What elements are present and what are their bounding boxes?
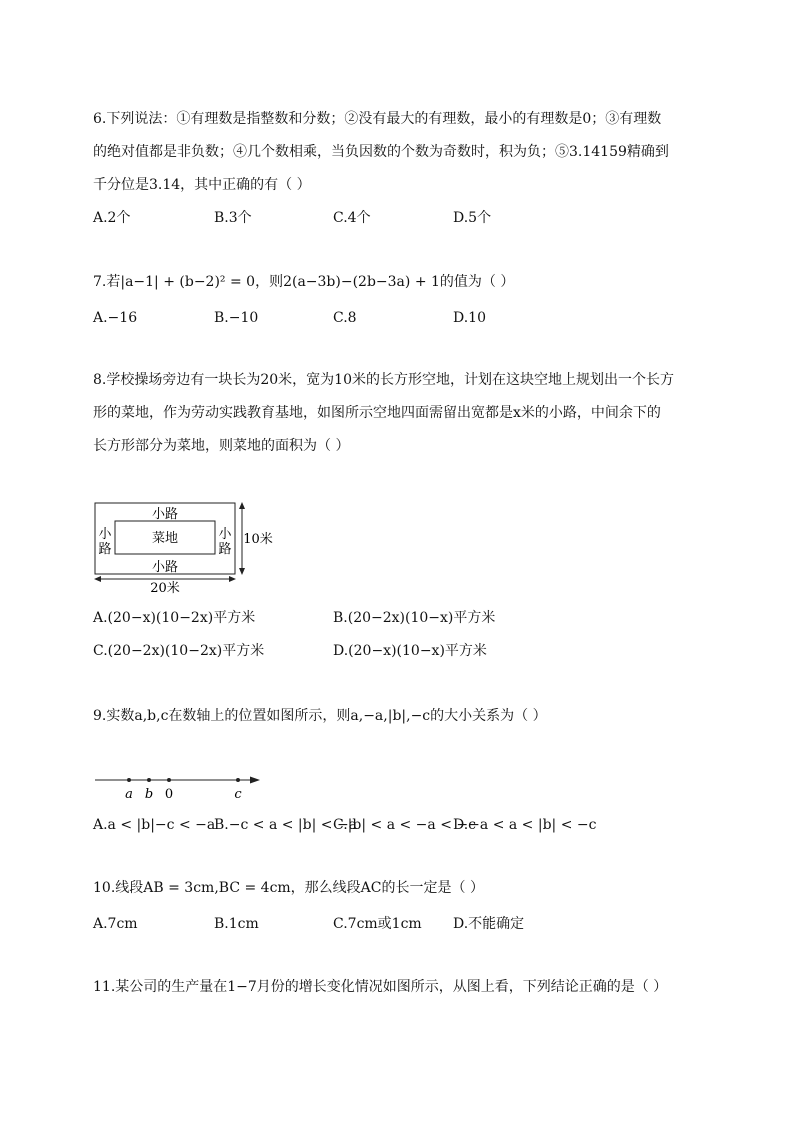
option-c[interactable]: C.(20−2x)(10−2x)平方米 <box>93 643 265 659</box>
question-6-line-3: 千分位是3.14，其中正确的有（ ） <box>93 177 311 193</box>
question-8-options-row-1 <box>93 606 713 630</box>
question-10-options <box>93 912 713 936</box>
option-b[interactable]: B.−c < a < |b| < −a <box>214 817 358 833</box>
question-6-options <box>93 206 713 230</box>
width-arrow-left <box>94 576 101 582</box>
question-11 <box>93 971 703 1004</box>
height-arrow-top <box>239 502 245 509</box>
height-arrow-bottom <box>239 568 245 575</box>
question-6 <box>93 103 703 202</box>
label-0: 0 <box>164 787 174 802</box>
option-d[interactable]: D.(20−x)(10−x)平方米 <box>333 643 487 659</box>
option-b[interactable]: B.(20−2x)(10−x)平方米 <box>333 610 496 626</box>
option-a[interactable]: A.(20−x)(10−2x)平方米 <box>93 610 256 626</box>
question-6-line-2: 的绝对值都是非负数；④几个数相乘，当负因数的个数为奇数时，积为负；⑤3.14159精确到 <box>93 144 669 160</box>
option-b[interactable]: B.1cm <box>214 916 259 932</box>
option-c[interactable]: C.|b| < a < −a < −c <box>333 817 476 833</box>
question-11-stem: 11.某公司的生产量在1−7月份的增长变化情况如图所示，从图上看，下列结论正确的是（ ） <box>93 979 668 995</box>
label-c: c <box>234 787 242 802</box>
point-b <box>147 778 151 782</box>
question-8-line-3: 长方形部分为菜地，则菜地的面积为（ ） <box>93 438 350 454</box>
number-line <box>92 770 267 806</box>
option-a[interactable]: A.−16 <box>93 310 138 326</box>
left-road-label-1: 小 <box>98 527 112 542</box>
option-a[interactable]: A.a < |b|−c < −a <box>93 817 216 833</box>
option-d[interactable]: D.不能确定 <box>453 916 525 932</box>
question-9 <box>93 700 703 733</box>
question-10-stem: 10.线段AB = 3cm,BC = 4cm，那么线段AC的长一定是（ ） <box>93 880 484 896</box>
option-c[interactable]: C.4个 <box>333 210 371 226</box>
option-a[interactable]: A.7cm <box>93 916 138 932</box>
garden-figure <box>90 498 280 598</box>
option-d[interactable]: D.10 <box>453 310 486 326</box>
point-c <box>236 778 240 782</box>
left-road-label-2: 路 <box>98 542 112 557</box>
right-road-label-2: 路 <box>218 542 232 557</box>
option-d[interactable]: D.−a < a < |b| < −c <box>453 817 597 833</box>
question-10 <box>93 872 703 905</box>
bottom-road-label: 小路 <box>151 560 179 575</box>
option-a[interactable]: A.2个 <box>93 210 131 226</box>
question-8-line-2: 形的菜地，作为劳动实践教育基地，如图所示空地四面需留出宽都是x米的小路，中间余下的 <box>93 405 661 421</box>
right-road-label-1: 小 <box>218 527 232 542</box>
question-8-options-row-2 <box>93 639 713 663</box>
top-road-label: 小路 <box>151 507 179 522</box>
question-7-options <box>93 306 713 330</box>
question-7 <box>93 266 703 299</box>
garden-label: 菜地 <box>151 531 179 546</box>
question-9-stem: 9.实数a,b,c在数轴上的位置如图所示，则a,−a,|b|,−c的大小关系为（ ） <box>93 708 547 724</box>
option-b[interactable]: B.3个 <box>214 210 252 226</box>
question-7-stem: 7.若|a−1| + (b−2)² = 0，则2(a−3b)−(2b−3a) + 1的值为（ ） <box>93 274 515 290</box>
height-label: 10米 <box>243 532 273 547</box>
question-8 <box>93 364 703 463</box>
question-9-options <box>93 813 713 837</box>
axis-arrow <box>250 777 260 784</box>
question-8-line-1: 8.学校操场旁边有一块长为20米，宽为10米的长方形空地，计划在这块空地上规划出一个长方 <box>93 372 674 388</box>
width-arrow-right <box>229 576 236 582</box>
point-0 <box>167 778 171 782</box>
width-label: 20米 <box>150 581 180 596</box>
label-b: b <box>144 787 154 802</box>
option-c[interactable]: C.7cm或1cm <box>333 916 422 932</box>
point-a <box>127 778 131 782</box>
option-c[interactable]: C.8 <box>333 310 357 326</box>
label-a: a <box>125 787 133 802</box>
option-d[interactable]: D.5个 <box>453 210 492 226</box>
question-6-line-1: 6.下列说法：①有理数是指整数和分数；②没有最大的有理数，最小的有理数是0；③有理数 <box>93 111 662 127</box>
option-b[interactable]: B.−10 <box>214 310 259 326</box>
